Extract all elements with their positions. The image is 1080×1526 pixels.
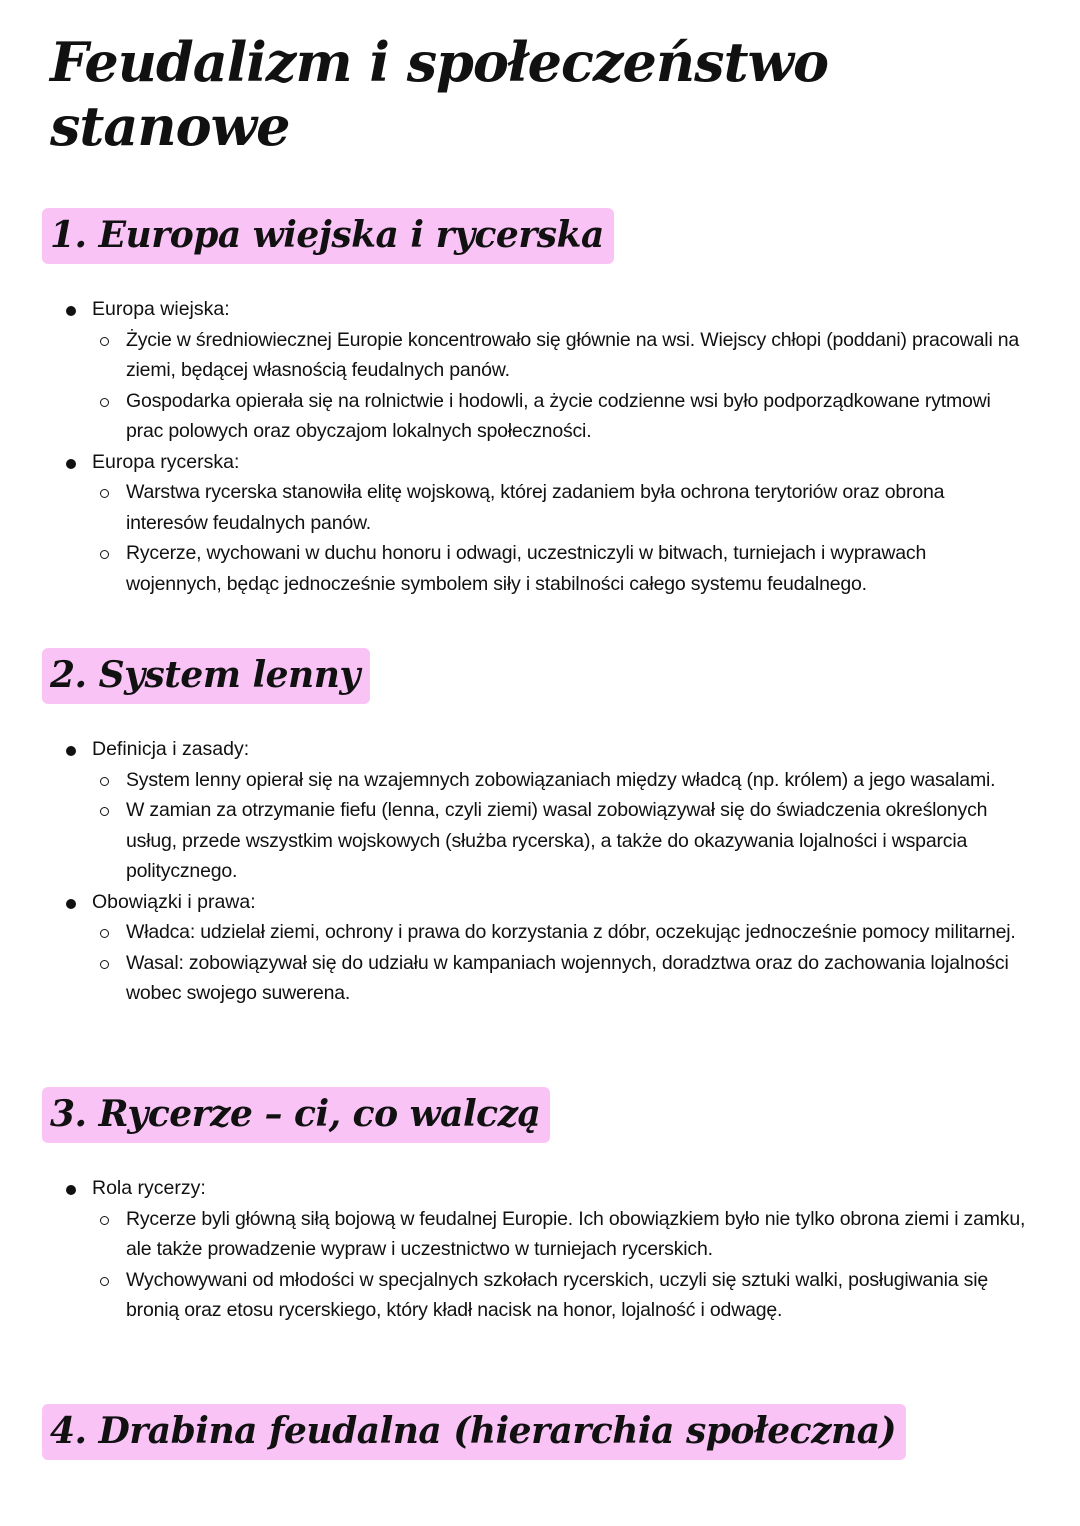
sub-bullet-item: Gospodarka opierała się na rolnictwie i hodowli, a życie codzienne wsi było podporządkowane rytmowi prac polowych oraz obyczajom lokalnych społeczności. [92,386,1026,447]
bullet-item [42,1173,1042,1326]
sub-bullet-item: Warstwa rycerska stanowiła elitę wojskową, której zadaniem była ochrona terytoriów oraz obrona interesów feudalnych panów. [92,477,1026,538]
bullet-label: Europa wiejska: [92,298,230,320]
section-1 [42,208,1042,599]
section-heading: 1. Europa wiejska i rycerska [42,208,614,264]
sub-bullet-item: Rycerze, wychowani w duchu honoru i odwagi, uczestniczyli w bitwach, turniejach i wyprawach wojennych, będąc jednocześnie symbolem siły i stabilności całego systemu feudalnego. [92,538,1026,599]
bullet-list [42,734,1042,1009]
section-2 [42,648,1042,1009]
sub-bullet-item: Życie w średniowiecznej Europie koncentrowało się głównie na wsi. Wiejscy chłopi (poddani) pracowali na ziemi, będącej własnością feudalnych panów. [92,325,1026,386]
sub-bullet-list [92,325,1042,447]
bullet-label: Definicja i zasady: [92,738,250,760]
bullet-label: Rola rycerzy: [92,1177,206,1199]
sub-bullet-item: Władca: udzielał ziemi, ochrony i prawa do korzystania z dóbr, oczekując jednocześnie pomocy militarnej. [92,917,1026,948]
section-heading: 3. Rycerze – ci, co walczą [42,1087,550,1143]
bullet-item [42,887,1042,1009]
bullet-label: Europa rycerska: [92,450,240,473]
sub-bullet-item: Rycerze byli główną siłą bojową w feudalnej Europie. Ich obowiązkiem było nie tylko obrona ziemi i zamku, ale także prowadzenie wypraw i uczestnictwo w turniejach rycerskich. [92,1204,1026,1265]
sub-bullet-item: Wychowywani od młodości w specjalnych szkołach rycerskich, uczyli się sztuki walki, posługiwania się bronią oraz etosu rycerskiego, który kładł nacisk na honor, lojalność i odwagę. [92,1265,1026,1326]
section-4 [42,1404,1042,1460]
sub-bullet-item: Wasal: zobowiązywał się do udziału w kampaniach wojennych, doradztwa oraz do zachowania lojalności wobec swojego suwerena. [92,948,1026,1009]
section-heading: 4. Drabina feudalna (hierarchia społeczna) [42,1404,906,1460]
sub-bullet-list [92,917,1042,1009]
bullet-list [42,294,1042,599]
section-3 [42,1087,1042,1326]
sub-bullet-item: W zamian za otrzymanie fiefu (lenna, czyli ziemi) wasal zobowiązywał się do świadczenia określonych usług, przede wszystkim wojskowych (służba rycerska), a także do okazywania lojalności i wsparcia politycznego. [92,795,1026,887]
bullet-item [42,734,1042,887]
bullet-item [42,447,1042,600]
sub-bullet-list [92,1204,1042,1326]
bullet-list [42,1173,1042,1326]
bullet-label: Obowiązki i prawa: [92,890,256,913]
sub-bullet-list [92,765,1042,887]
sub-bullet-item: System lenny opierał się na wzajemnych zobowiązaniach między władcą (np. królem) a jego wasalami. [92,765,1026,796]
sub-bullet-list [92,477,1042,599]
bullet-item [42,294,1042,447]
page-title: Feudalizm i społeczeństwo stanowe [50,30,829,158]
section-heading: 2. System lenny [42,648,370,704]
